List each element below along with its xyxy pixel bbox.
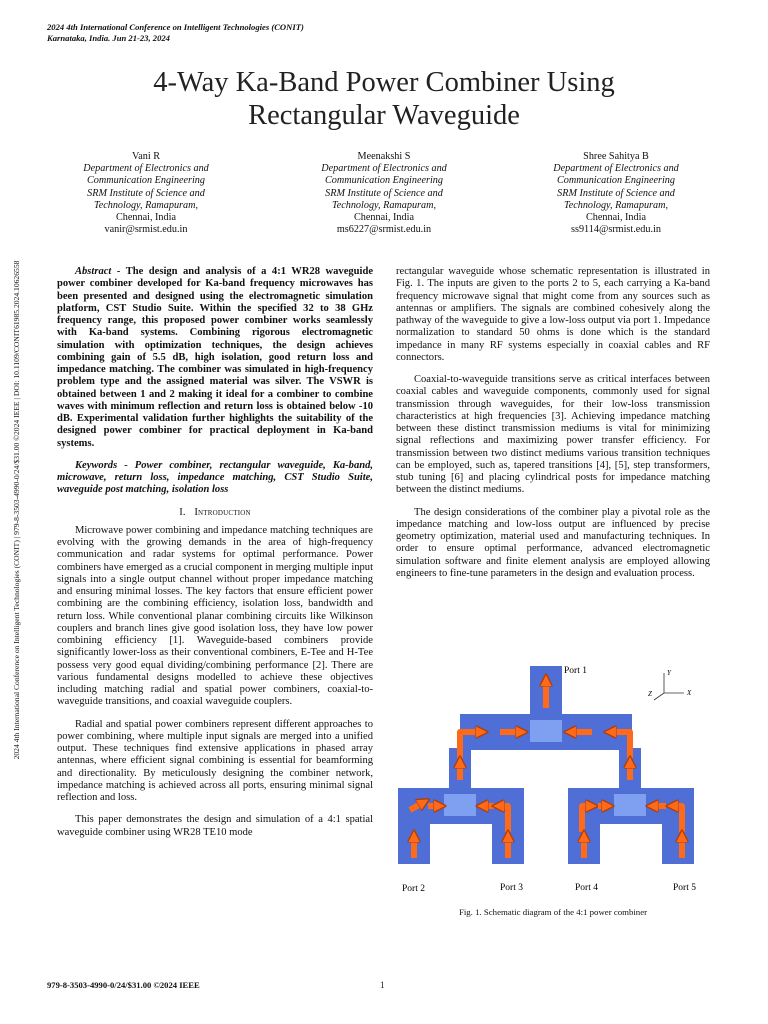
author-block-3 <box>516 151 716 236</box>
left-column <box>57 266 373 849</box>
port3-label: Port 3 <box>500 883 523 893</box>
page-number: 1 <box>380 980 385 990</box>
intro-paragraph-1: Microwave power combining and impedance matching techniques are evolving with the growing demands in the area of high-frequency communication and radar systems for optimal performance. Power combiners have emerged as a crucial component in merging multiple input signals into a single output channel without proper impedance matching and ensuring minimal losses. The key factors that ensure efficient power combining are the combining efficiency, isolation loss, bandwidth and return loss. While conventional planar combining circuits like Wilkinson couplers and branch lines give good isolation loss, they have low power combining efficiency [1]. Waveguide-based combiners provide significantly lower-loss as their conventional combiners, E-Tee and H-Tee possess very good equal dividing/combining performance [2]. There are various fundamental designs modelled to achieve these objectives including matching radial and spatial power combiners, coaxial-to-waveguide transitions, and coaxial waveguide couplers. <box>57 524 373 708</box>
port2-label: Port 2 <box>402 884 425 894</box>
author-inst-1: SRM Institute of Science and <box>87 187 205 199</box>
axis-z-label: Z <box>648 690 652 698</box>
intro-paragraph-4: rectangular waveguide whose schematic representation is illustrated in Fig. 1. The inputs are given to the ports 2 to 5, each carrying a Ka-band frequency microwave signal that might come from any sources such as antennas or amplifiers. The signals are combined cohesively along the pathway of the waveguide to give a low-loss output via port 1. Impedance normalization to standard 50 ohms is done which is the standard impedance in many RF systems especially in coaxial cables and RF connectors. <box>396 266 710 363</box>
port1-label: Port 1 <box>564 666 587 676</box>
figure-caption: Fig. 1. Schematic diagram of the 4:1 power combiner <box>458 907 648 917</box>
intro-paragraph-2: Radial and spatial power combiners represent different approaches to power combining, where multiple input signals are merged into a unified output. These techniques find extensive applications in phased array antennas, where efficient signal combining is essential for beamforming and directionality. By meticulously designing the combiner network, impedance matching is achieved across all ports, ensuring minimal signal reflection and loss. <box>57 718 373 803</box>
author-email[interactable]: ss9114@srmist.edu.in <box>571 224 661 236</box>
right-column <box>396 266 710 590</box>
author-city: Chennai, India <box>354 212 414 224</box>
abstract-text: The design and analysis of a 4:1 WR28 waveguide power combiner developed for Ka-band frequency microwaves has been presented and designed using the electromagnetic simulation platform, CST Studio Suite. Within the specified 32 to 38 GHz frequency range, this proposed power combiner works seamlessly with Ka-band systems. Combining rigorous electromagnetic simulation with optimization techniques, the design achieves combining gain of 5.5 dB, high isolation, good return loss and impedance matching. The combiner was simulated in high-frequency problem type and the assigned material was silver. The VSWR is obtained between 1 and 2 making it ideal for a combiner to combine waves with minimum reflection and return loss is obtained below -10 dB. Experimental validation further highlights the suitability of the designed power combiner for practical deployment in Ka-band systems. <box>57 266 373 449</box>
title-line-1: 4-Way Ka-Band Power Combiner Using <box>153 67 615 98</box>
paper-title <box>0 66 768 132</box>
junction-right <box>614 794 646 816</box>
port4-label: Port 4 <box>575 883 598 893</box>
author-dept-2: Communication Engineering <box>325 175 443 187</box>
author-city: Chennai, India <box>586 212 646 224</box>
author-name: Shree Sahitya B <box>583 151 649 162</box>
conference-line-2: Karnataka, India. Jun 21-23, 2024 <box>47 33 170 43</box>
axis-x-label: X <box>687 689 692 697</box>
footer-copyright: 979-8-3503-4990-0/24/$31.00 ©2024 IEEE <box>47 980 200 990</box>
author-block-2 <box>284 151 484 236</box>
side-citation-strip <box>10 190 24 830</box>
author-inst-2: Technology, Ramapuram, <box>563 199 669 211</box>
author-inst-1: SRM Institute of Science and <box>557 187 675 199</box>
side-citation-text: 2024 4th International Conference on Intelligent Technologies (CONIT) | 979-8-3503-4990-0/24/$31.00 ©2024 IEEE | DOI: 10.1109/CONIT61985.2024.10626558 <box>12 260 21 760</box>
title-line-2: Rectangular Waveguide <box>248 100 520 131</box>
section-title: Introduction <box>194 506 251 518</box>
author-dept-1: Department of Electronics and <box>553 163 679 175</box>
author-dept-2: Communication Engineering <box>87 175 205 187</box>
conference-line-1: 2024 4th International Conference on Intelligent Technologies (CONIT) <box>47 22 304 32</box>
author-email[interactable]: ms6227@srmist.edu.in <box>336 224 432 236</box>
keywords: Keywords - Power combiner, rectangular waveguide, Ka-band, microwave, return loss, impedance matching, CST Studio Suite, waveguide post matching, isolation loss <box>57 459 373 496</box>
axis-y-label: Y <box>667 669 671 677</box>
intro-paragraph-6: The design considerations of the combiner play a pivotal role as the impedance matching and low-loss output are influenced by precise geometry optimization, material used and manufacturing techniques. In order to ensure optimal performance, advanced electromagnetic simulation software and finite element analysis are employed allowing engineers to fine-tune parameters in the design and evaluation process. <box>396 506 710 579</box>
intro-paragraph-3: This paper demonstrates the design and simulation of a 4:1 spatial waveguide combiner using WR28 TE10 mode <box>57 814 373 838</box>
waveguide-port5-arm <box>662 822 694 864</box>
abstract-lead: Abstract - <box>75 266 121 277</box>
section-number: I. <box>179 506 186 518</box>
intro-paragraph-5: Coaxial-to-waveguide transitions serve as critical interfaces between coaxial cables and waveguide components, commonly used for signal transmission through waveguides, for their low-loss transmission characteristics at high frequencies [3]. Achieving impedance matching between these distinct transmission mediums is vital for minimizing signal reflections and maximizing power transfer efficiency. For transmission between two distinct mediums various transition techniques can be employed, such as, tapered transitions [4], [5], step transformers, stub tuning [6] and placing cylindrical posts for impedance matching between the distinct mediums. <box>396 374 710 496</box>
author-email[interactable]: vanir@srmist.edu.in <box>104 224 188 236</box>
section-heading-introduction <box>57 507 373 519</box>
author-city: Chennai, India <box>116 212 176 224</box>
abstract <box>57 266 373 450</box>
junction-top <box>530 720 562 742</box>
author-block-1 <box>46 151 246 236</box>
author-inst-2: Technology, Ramapuram, <box>93 199 199 211</box>
author-name: Meenakshi S <box>357 151 411 162</box>
author-inst-2: Technology, Ramapuram, <box>331 199 437 211</box>
author-dept-1: Department of Electronics and <box>83 163 209 175</box>
author-dept-1: Department of Electronics and <box>321 163 447 175</box>
conference-header <box>47 22 304 44</box>
author-dept-2: Communication Engineering <box>557 175 675 187</box>
junction-left <box>444 794 476 816</box>
author-inst-1: SRM Institute of Science and <box>325 187 443 199</box>
author-name: Vani R <box>131 151 160 162</box>
port5-label: Port 5 <box>673 883 696 893</box>
combiner-schematic-figure <box>396 660 710 900</box>
axis-triad <box>654 673 684 700</box>
axis-z-line <box>654 693 664 700</box>
